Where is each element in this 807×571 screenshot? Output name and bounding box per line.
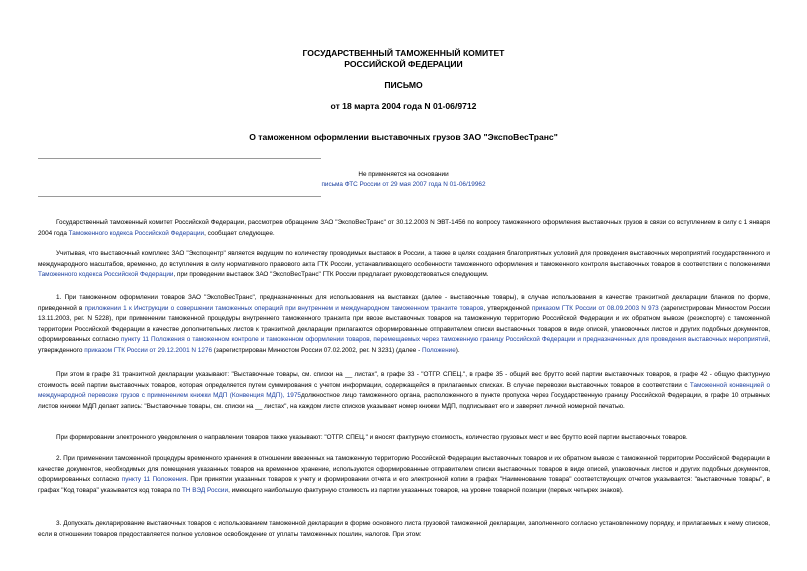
link-tir-convention[interactable]: Таможенной конвенцией о международной перевозке грузов с применением книжки МДП (Конвенция МДП), 1975 xyxy=(38,381,771,399)
divider-bottom xyxy=(38,196,321,197)
link-customs-code-2[interactable]: Таможенного кодекса Российской Федерации xyxy=(38,271,174,278)
link-order-973[interactable]: приказом ГТК России от 08.09.2003 N 973 xyxy=(531,304,659,312)
link-customs-code[interactable]: Таможенного кодекса Российской Федерации xyxy=(68,229,205,237)
link-order-1276[interactable]: приказом ГТК России от 29.12.2001 N 1276 xyxy=(84,346,213,354)
link-appendix-1-instruction[interactable]: приложении 1 к Инструкции о совершении таможенных операций при внутреннем и международном таможенном транзите товаров xyxy=(84,304,484,312)
paragraph-1: Государственный таможенный комитет Российской Федерации, рассмотрев обращение ЗАО "ЭкспоВесТранс" от 30.12.2003 N ЭВТ-1456 по вопросу таможенного оформления выставочных грузов в связи со вступлением в силу с 1 января 2004 года Таможенного кодекса Российской Федерации, сообщает следующее. xyxy=(38,219,770,237)
link-regulation-point-11[interactable]: пункту 11 Положения о таможенном контроле и таможенном оформлении товаров, перемещаемых через таможенную границу Российской Федерации и предназначенных для проведения выставочных мероприятий xyxy=(121,336,769,343)
paragraph-4: При этом в графе 31 транзитной декларации указывают: "Выставочные товары, см. списки на __ листах", в графе 33 - "ОТГР. СПЕЦ.", в графе 35 - общий вес брутто всей партии выставочных товаров, в графе 42 - общую фактурную стоимость всей партии выставочных товаров, которая определяется путем суммирования с учетом информации, содержащейся в прилагаемых списках. В случае перевозки выставочных товаров в соответствии с Таможенной конвенцией о международной перевозке грузов с применением книжки МДП (Конвенция МДП), 1975должностное лицо таможенного органа, расположенного в пункте пропуска через Государственную границу Российской Федерации, в графе 10 отрывных листов книжки МДП делает запись: "Выставочные товары, см. списки на __ листах", на каждом листе списков указывает номер книжки МДП, подписывает его и заверяет личной номерной печатью. xyxy=(38,371,771,410)
paragraph-5: При формировании электронного уведомления о направлении товаров также указывают: "ОТГР. СПЕЦ." и вносят фактурную стоимость, количество грузовых мест и вес брутто всей партии выставочных товаров. xyxy=(56,434,688,441)
doc-subject: О таможенном оформлении выставочных грузов ЗАО "ЭкспоВесТранс" xyxy=(249,132,558,142)
paragraph-3: 1. При таможенном оформлении товаров ЗАО "ЭкспоВесТранс", предназначенных для использования на выставках (далее - выставочные товары), в случае использования в качестве транзитной декларации бланков по форме, приведенной в приложении 1 к Инструкции о совершении таможенных операций при внутреннем и международном таможенном транзите товаров, утвержденной приказом ГТК России от 08.09.2003 N 973 (зарегистрирован Минюстом России 13.11.2003, рег. N 5228), при применении таможенной процедуры внутреннего таможенного транзита при ввозе выставочных товаров на таможенную территорию Российской Федерации и их обратном вывозе (реэкспорте) с таможенной территории Российской Федерации в качестве дополнительных листов к транзитной декларации прилагаются сформированные отправителем списки выставочных товаров в виде описей, упаковочных листов и других подобных документов, сформированных согласно пункту 11 Положения о таможенном контроле и таможенном оформлении товаров, перемещаемых через таможенную границу Российской Федерации и предназначенных для проведения выставочных мероприятий, утвержденного приказом ГТК России от 29.12.2001 N 1276 (зарегистрирован Минюстом России 07.02.2002, рег. N 3231) (далее - Положение). xyxy=(38,294,771,354)
link-tn-ved[interactable]: ТН ВЭД России xyxy=(181,486,229,494)
paragraph-2: Учитывая, что выставочный комплекс ЗАО "Экспоцентр" является ведущим по количеству проводимых выставок в России, а также в целях создания благоприятных условий для проведения выставочных мероприятий государственного и международного масштабов, временно, до вступления в силу нормативного правового акта ГТК России, устанавливающего особенности таможенного оформления и таможенного контроля выставочных товаров в соответствии с положениями Таможенного кодекса Российской Федерации, при проведении выставок ЗАО "ЭкспоВесТранс" ГТК России предлагает руководствоваться следующим. xyxy=(38,250,770,278)
paragraph-6: 2. При применении таможенной процедуры временного хранения в отношении ввезенных на таможенную территорию Российской Федерации выставочных товаров и их обратном вывозе с таможенной территории Российской Федерации в качестве документов, необходимых для помещения указанных товаров на временное хранение, используются сформированные отправителем списки выставочных товаров в виде описей, упаковочных листов и других подобных документов, сформированных согласно пункту 11 Положения. При принятии указанных товаров к учету и формировании отчета и его электронной копии в графах "Наименование товара" соответствующих отчетов указывается: "выставочные товары", в графах "Код товара" указывается код товара по ТН ВЭД России, имеющего наибольшую фактурную стоимость из партии указанных товаров, на уровне товарной позиции (первых четырех знаков). xyxy=(38,455,770,494)
status-note-line2 xyxy=(0,180,807,189)
status-note-text: Не применяется на основании xyxy=(358,171,449,178)
status-note-link[interactable]: письма ФТС России от 29 мая 2007 года N 01-06/19962 xyxy=(321,181,486,188)
link-regulation[interactable]: Положение xyxy=(421,346,456,354)
link-regulation-point-11-b[interactable]: пункту 11 Положения xyxy=(121,476,187,483)
org-name-line1: ГОСУДАРСТВЕННЫЙ ТАМОЖЕННЫЙ КОМИТЕТ xyxy=(302,48,505,58)
divider-top xyxy=(38,158,321,159)
doc-date-number: от 18 марта 2004 года N 01-06/9712 xyxy=(330,101,477,111)
doc-type: ПИСЬМО xyxy=(384,80,423,90)
paragraph-7: 3. Допускать декларирование выставочных товаров с использованием таможенной декларации в форме основного листа грузовой таможенной декларации, заполненного согласно установленному порядку, и прилагаемых к нему списков, если в отношении товаров предоставляется полное условное освобождение от уплаты таможенных пошлин, налогов. При этом: xyxy=(38,520,770,538)
org-name-line2: РОССИЙСКОЙ ФЕДЕРАЦИИ xyxy=(344,59,463,69)
